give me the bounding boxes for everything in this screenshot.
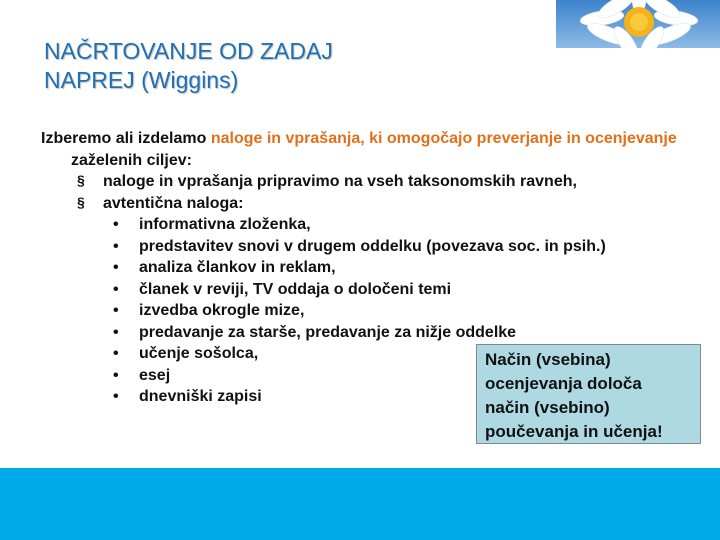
dot-bullet-icon: •	[113, 366, 119, 384]
list-item-text: predavanje za starše, predavanje za nižje oddelke	[139, 323, 517, 341]
dot-bullet-icon: •	[113, 280, 119, 298]
list-item-level2	[41, 193, 691, 215]
square-bullet-icon: §	[77, 172, 85, 188]
dot-bullet-icon: •	[113, 237, 119, 255]
callout-line-3: način (vsebino)	[485, 398, 610, 417]
intro-text-1: Izberemo ali izdelamo	[41, 130, 211, 147]
title-line-2: NAPREJ (Wiggins)	[44, 67, 239, 93]
list-item-text: dnevniški zapisi	[139, 388, 262, 405]
callout-box	[476, 344, 701, 444]
dot-bullet-icon: •	[113, 216, 119, 233]
list-item-text: informativna zloženka,	[139, 216, 311, 233]
intro-paragraph	[41, 128, 691, 171]
slide-title	[44, 37, 333, 95]
dot-bullet-icon: •	[113, 345, 119, 362]
dot-bullet-icon: •	[113, 388, 119, 405]
list-item-level3	[41, 257, 691, 279]
list-item-level3	[41, 322, 691, 344]
list-item-level3	[41, 236, 691, 258]
list-item-text: analiza člankov in reklam,	[139, 259, 336, 276]
dot-bullet-icon: •	[113, 302, 119, 319]
list-item-text: naloge in vprašanja pripravimo na vseh taksonomskih ravneh,	[103, 173, 577, 190]
dot-bullet-icon: •	[113, 323, 119, 341]
intro-highlight: naloge in vprašanja, ki omogočajo preverjanje in ocenjevanje	[210, 130, 677, 147]
list-item-level3	[41, 279, 691, 301]
intro-text-2: zaželenih ciljev:	[71, 151, 192, 169]
footer-bar	[0, 468, 720, 540]
list-item-level3	[41, 300, 691, 322]
title-line-1: NAČRTOVANJE OD ZADAJ	[44, 38, 333, 64]
callout-line-2: ocenjevanja določa	[485, 374, 642, 393]
square-bullet-icon: §	[77, 193, 85, 210]
list-item-text: predstavitev snovi v drugem oddelku (povezava soc. in psih.)	[139, 237, 606, 255]
daisy-flower-image	[556, 0, 720, 48]
dot-bullet-icon: •	[113, 259, 119, 276]
list-item-text: izvedba okrogle mize,	[139, 302, 305, 319]
list-item-text: avtentična naloga:	[103, 194, 244, 212]
callout-line-4: poučevanja in učenja!	[485, 422, 663, 441]
callout-line-1: Način (vsebina)	[485, 350, 611, 369]
list-item-level2	[41, 171, 691, 193]
list-item-level3	[41, 214, 691, 236]
list-item-text: esej	[139, 366, 171, 384]
list-item-text: članek v reviji, TV oddaja o določeni temi	[139, 280, 452, 298]
list-item-text: učenje sošolca,	[139, 345, 259, 362]
